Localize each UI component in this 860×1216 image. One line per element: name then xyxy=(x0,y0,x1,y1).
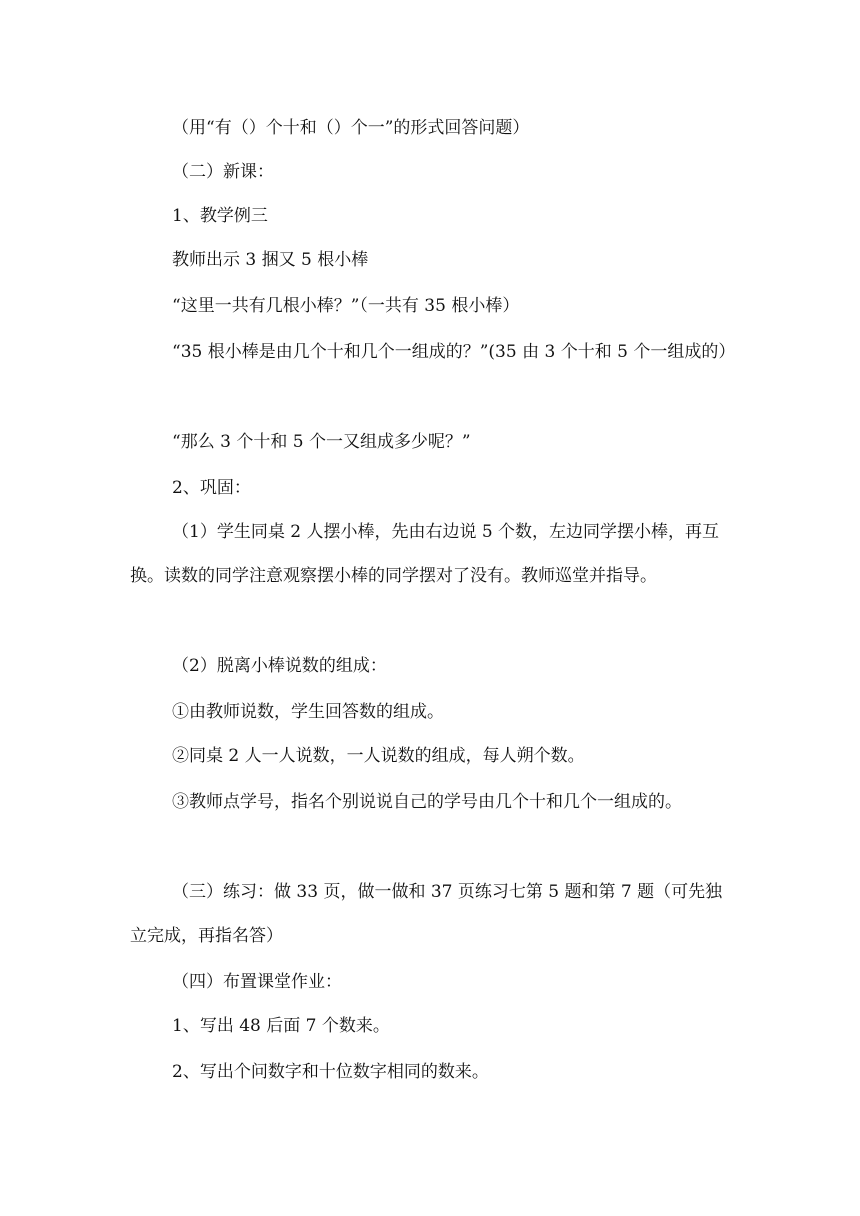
paragraph-without-sticks: （2）脱离小棒说数的组成： xyxy=(172,656,387,676)
paragraph-consolidate-heading: 2、巩固： xyxy=(172,478,251,498)
paragraph-item-two: ②同桌 2 人一人说数，一人说数的组成，每人朔个数。 xyxy=(172,746,585,766)
paragraph-activity-sticks: （1）学生同桌 2 人摆小棒，先由右边说 5 个数，左边同学摆小棒，再互换。读数的同学注意观察摆小棒的同学摆对了没有。教师巡堂并指导。 xyxy=(130,522,720,586)
paragraph-practice: （三）练习：做 33 页，做一做和 37 页练习七第 5 题和第 7 题（可先独立完成，再指名答） xyxy=(130,882,723,946)
paragraph-question-composition: “35 根小棒是由几个十和几个一组成的？”(35 由 3 个十和 5 个一组成的） xyxy=(172,342,736,362)
paragraph-homework-one: 1、写出 48 后面 7 个数来。 xyxy=(172,1016,390,1036)
paragraph-item-three: ③教师点学号，指名个别说说自己的学号由几个十和几个一组成的。 xyxy=(172,792,682,812)
paragraph-item-one: ①由教师说数，学生回答数的组成。 xyxy=(172,702,444,722)
paragraph-new-lesson-heading: （二）新课： xyxy=(172,162,274,182)
paragraph-question-total: “这里一共有几根小棒？”（一共有 35 根小棒） xyxy=(172,296,520,316)
paragraph-answer-format: （用“有（）个十和（）个一”的形式回答问题） xyxy=(172,118,530,138)
paragraph-teacher-shows: 教师出示 3 捆又 5 根小棒 xyxy=(172,250,369,270)
paragraph-question-sum: “那么 3 个十和 5 个一又组成多少呢？” xyxy=(172,432,471,452)
paragraph-homework-two: 2、写出个问数字和十位数字相同的数来。 xyxy=(172,1062,489,1082)
paragraph-example-three: 1、教学例三 xyxy=(172,206,268,226)
paragraph-homework-heading: （四）布置课堂作业： xyxy=(172,972,342,992)
